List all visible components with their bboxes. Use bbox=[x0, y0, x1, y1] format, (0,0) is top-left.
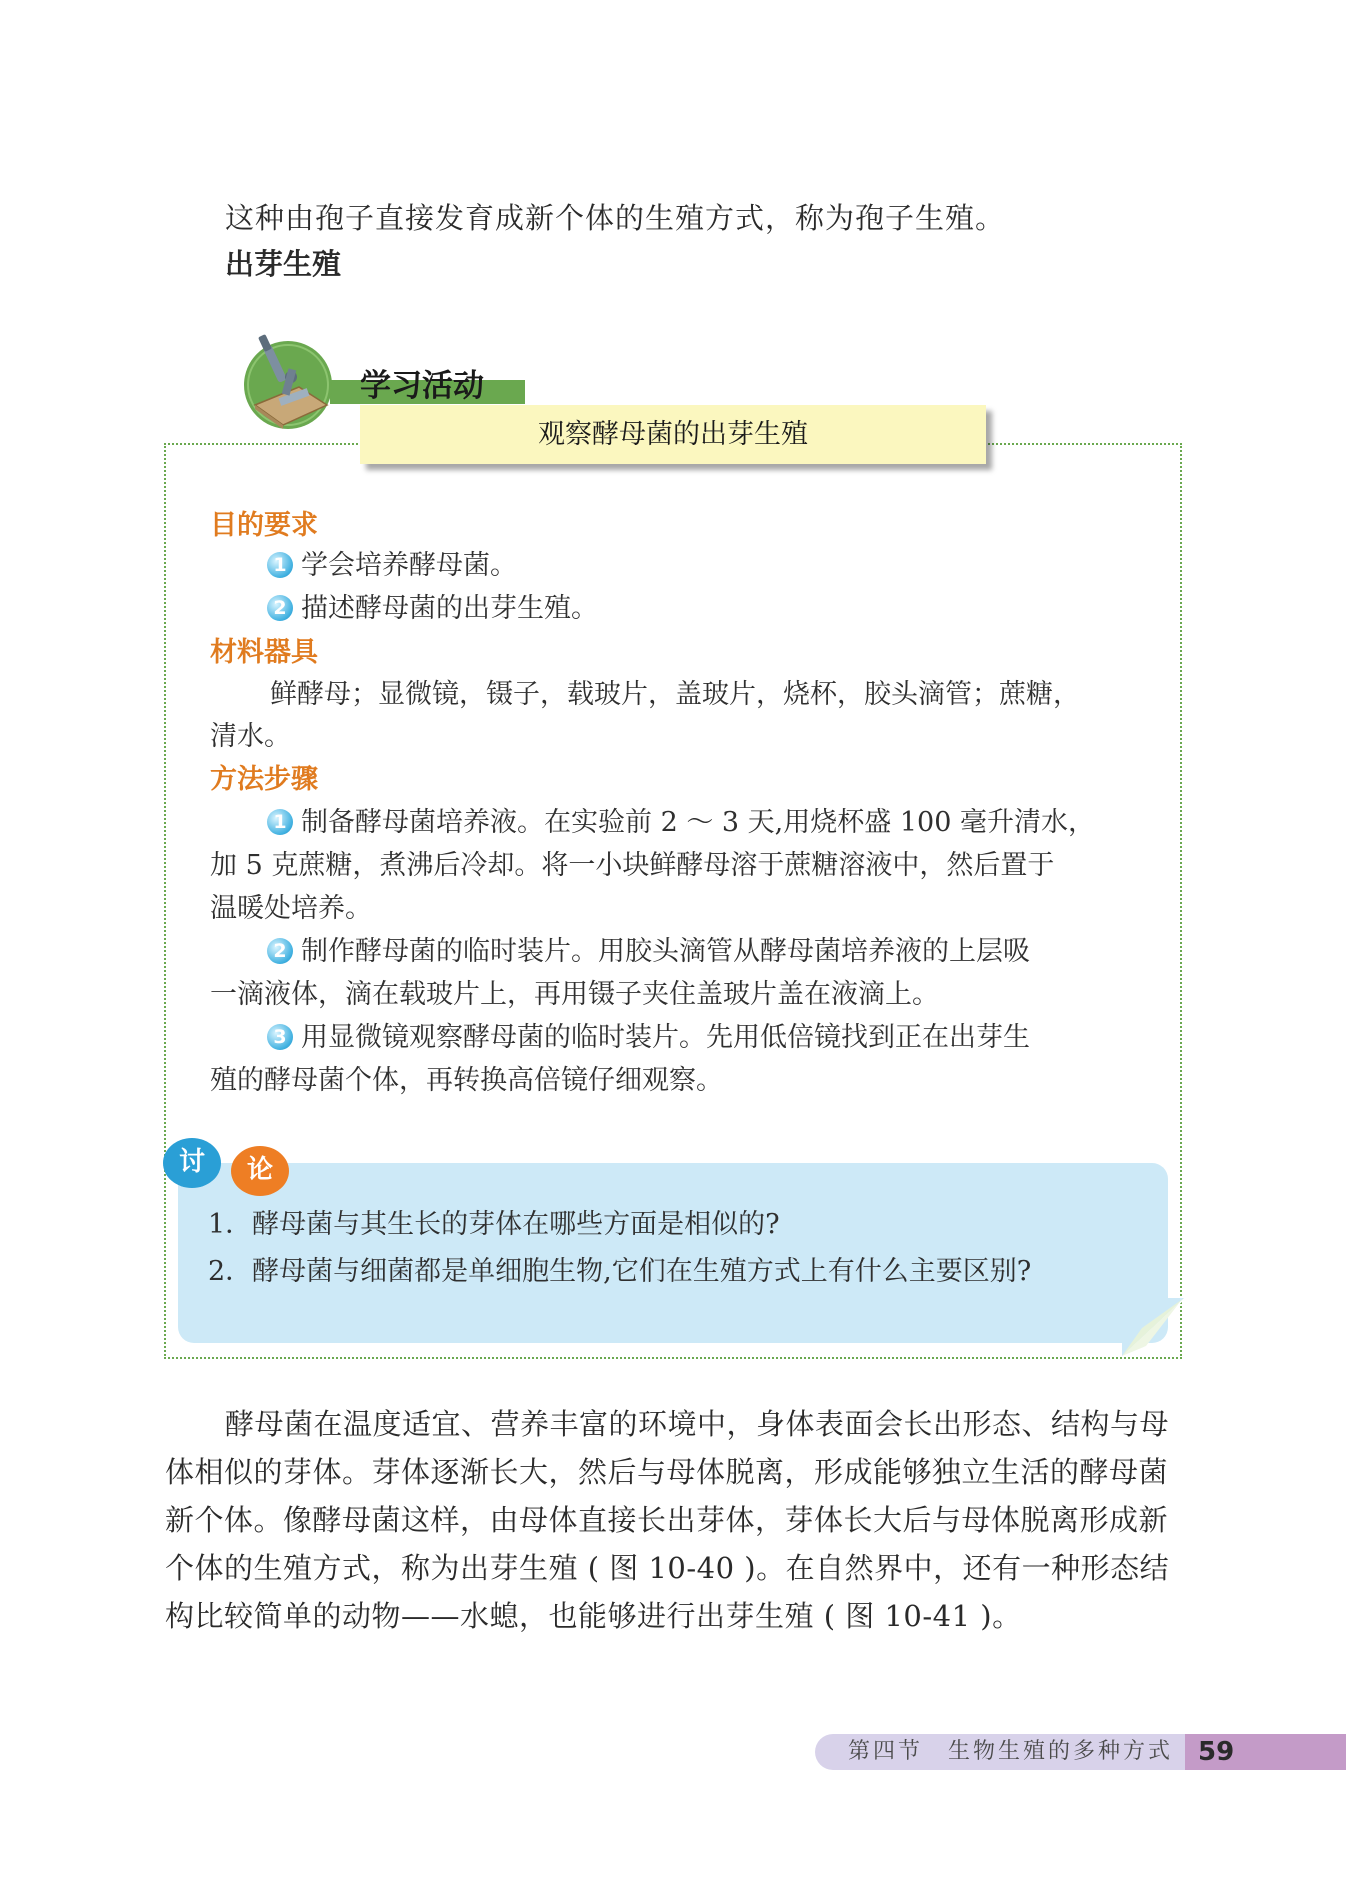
paragraph-line: 构比较简单的动物——水螅，也能够进行出芽生殖 ( 图 10-41 )。 bbox=[165, 1599, 1022, 1633]
discussion-question: 1．酵母菌与其生长的芽体在哪些方面是相似的? bbox=[208, 1209, 780, 1240]
page-fold-corner bbox=[1122, 1298, 1184, 1356]
number-badge: 2 bbox=[267, 938, 293, 964]
step-line: 3 用显微镜观察酵母菌的临时装片。先用低倍镜找到正在出芽生 bbox=[267, 1017, 1030, 1059]
number-badge: 1 bbox=[267, 809, 293, 835]
paragraph-line: 体相似的芽体。芽体逐渐长大，然后与母体脱离，形成能够独立生活的酵母菌 bbox=[165, 1455, 1169, 1489]
step-line: 加 5 克蔗糖，煮沸后冷却。将一小块鲜酵母溶于蔗糖溶液中，然后置于 bbox=[210, 850, 1055, 881]
footer-section-title: 第四节 生物生殖的多种方式 bbox=[848, 1739, 1174, 1764]
materials-line: 清水。 bbox=[210, 721, 291, 752]
steps-title: 方法步骤 bbox=[210, 764, 318, 795]
page-number: 59 bbox=[1198, 1737, 1235, 1767]
discussion-bubble-left: 讨 bbox=[163, 1138, 221, 1188]
intro-text: 这种由孢子直接发育成新个体的生殖方式，称为孢子生殖。 bbox=[225, 201, 1006, 235]
step-line: 温暖处培养。 bbox=[210, 893, 372, 924]
objectives-title: 目的要求 bbox=[210, 510, 318, 541]
number-badge: 1 bbox=[267, 552, 293, 578]
number-badge: 2 bbox=[267, 595, 293, 621]
objective-item: 2 描述酵母菌的出芽生殖。 bbox=[267, 588, 598, 630]
paragraph-line: 酵母菌在温度适宜、营养丰富的环境中，身体表面会长出形态、结构与母 bbox=[225, 1407, 1170, 1441]
activity-subtitle: 观察酵母菌的出芽生殖 bbox=[538, 419, 808, 450]
discussion-question: 2．酵母菌与细菌都是单细胞生物,它们在生殖方式上有什么主要区别? bbox=[208, 1256, 1032, 1287]
materials-title: 材料器具 bbox=[210, 637, 318, 668]
activity-label: 学习活动 bbox=[360, 368, 484, 404]
step-line: 2 制作酵母菌的临时装片。用胶头滴管从酵母菌培养液的上层吸 bbox=[267, 931, 1030, 973]
subheading-budding: 出芽生殖 bbox=[225, 247, 342, 281]
activity-subtitle-banner bbox=[360, 405, 986, 464]
paragraph-line: 新个体。像酵母菌这样，由母体直接长出芽体，芽体长大后与母体脱离形成新 bbox=[165, 1503, 1169, 1537]
number-badge: 3 bbox=[267, 1024, 293, 1050]
step-line: 一滴液体，滴在载玻片上，再用镊子夹住盖玻片盖在液滴上。 bbox=[210, 979, 939, 1010]
objective-item: 1 学会培养酵母菌。 bbox=[267, 545, 517, 587]
paragraph-line: 个体的生殖方式，称为出芽生殖 ( 图 10-40 )。在自然界中，还有一种形态结 bbox=[165, 1551, 1170, 1585]
step-line: 殖的酵母菌个体，再转换高倍镜仔细观察。 bbox=[210, 1065, 723, 1096]
discussion-bubble-right: 论 bbox=[231, 1146, 289, 1196]
microscope-icon bbox=[233, 325, 343, 435]
step-line: 1 制备酵母菌培养液。在实验前 2 ～ 3 天,用烧杯盛 100 毫升清水， bbox=[267, 802, 1095, 844]
materials-line: 鲜酵母；显微镜，镊子，载玻片，盖玻片，烧杯，胶头滴管；蔗糖， bbox=[270, 679, 1080, 710]
